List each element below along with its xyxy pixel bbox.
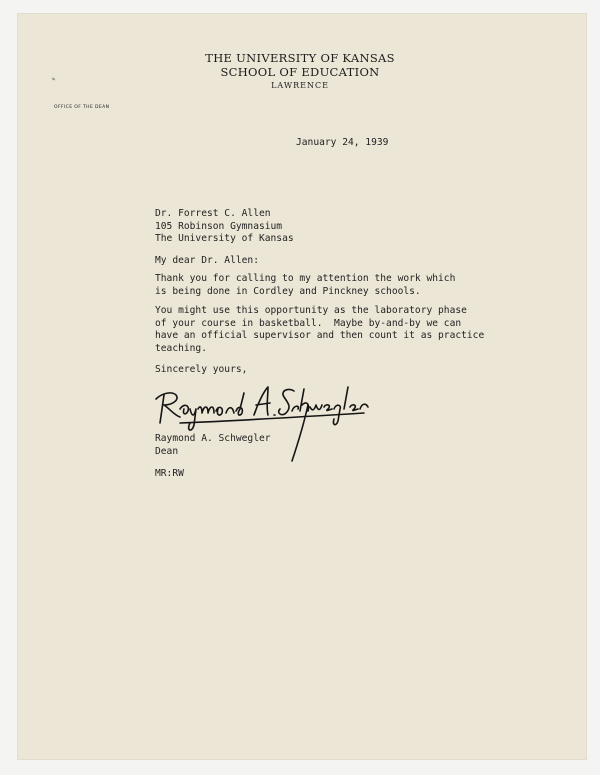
recipient-name: Dr. Forrest C. Allen: [155, 208, 271, 219]
paragraph-1-line-2: is being done in Cordley and Pinckney schools.: [155, 285, 421, 297]
recipient-address-2: The University of Kansas: [155, 233, 294, 245]
salutation: My dear Dr. Allen:: [155, 255, 259, 266]
letterhead-city: LAWRENCE: [271, 81, 329, 90]
paragraph-2-line-2: of your course in basketball. Maybe by-and-by we can: [155, 317, 462, 329]
recipient-address-1: 105 Robinson Gymnasium: [155, 220, 283, 232]
letter-date: January 24, 1939: [296, 137, 389, 148]
recipient-block: [155, 208, 294, 246]
paragraph-1: [155, 273, 455, 298]
letterhead-school: SCHOOL OF EDUCATION: [220, 65, 380, 79]
signer-title: Dean: [155, 446, 179, 457]
reference-initials: MR:RW: [155, 468, 184, 479]
paragraph-2: [155, 305, 484, 356]
handwritten-signature: [150, 365, 380, 465]
paragraph-2-line-1: You might use this opportunity as the laboratory phase: [155, 305, 467, 316]
letterhead-university: THE UNIVERSITY OF KANSAS: [205, 51, 395, 65]
typed-name: Raymond A. Schwegler: [155, 433, 271, 444]
office-label: OFFICE OF THE DEAN: [54, 105, 110, 110]
paragraph-2-line-4: teaching.: [155, 343, 207, 355]
paragraph-2-line-3: have an official supervisor and then count it as practice: [155, 330, 485, 342]
closing: Sincerely yours,: [155, 364, 248, 375]
paragraph-1-line-1: Thank you for calling to my attention the work which: [155, 273, 456, 284]
